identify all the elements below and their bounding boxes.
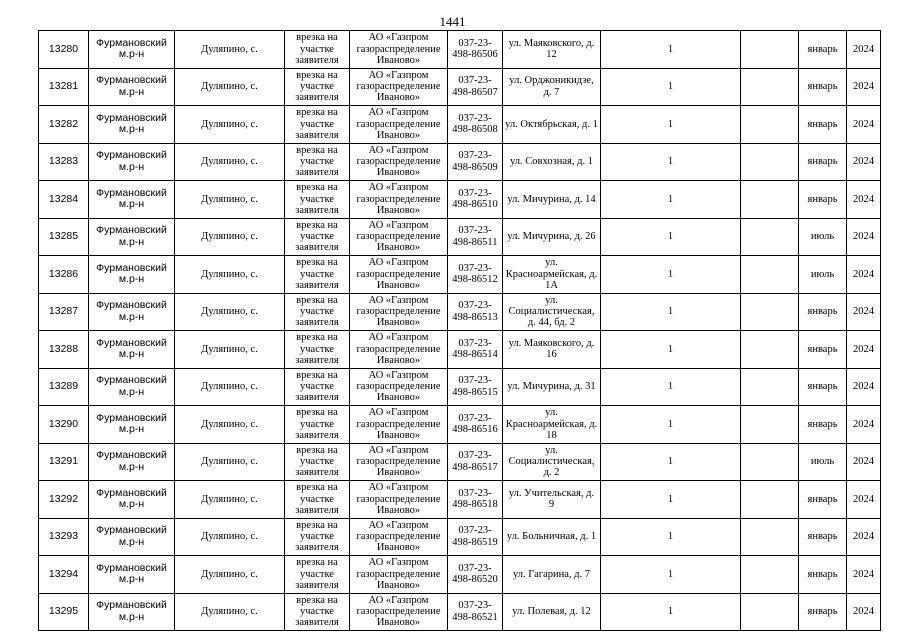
cell-settlement: Дуляпино, с. — [175, 556, 285, 594]
cell-district: Фурмановский м.р-н — [89, 518, 175, 556]
cell-organization: АО «Газпром газораспределение Иваново» — [350, 556, 448, 594]
cell-year: 2024 — [847, 68, 881, 106]
cell-id: 13282 — [39, 106, 89, 144]
cell-month: январь — [799, 368, 847, 406]
cell-work-type: врезка на участке заявителя — [285, 331, 350, 369]
cell-year: 2024 — [847, 406, 881, 444]
table-row — [39, 518, 881, 556]
cell-district: Фурмановский м.р-н — [89, 481, 175, 519]
cell-quantity: 1 — [601, 256, 741, 294]
cell-work-type: врезка на участке заявителя — [285, 181, 350, 219]
cell-month: июль — [799, 443, 847, 481]
cell-organization: АО «Газпром газораспределение Иваново» — [350, 106, 448, 144]
cell-work-type: врезка на участке заявителя — [285, 218, 350, 256]
cell-month: январь — [799, 143, 847, 181]
cell-settlement: Дуляпино, с. — [175, 143, 285, 181]
cell-work-type: врезка на участке заявителя — [285, 556, 350, 594]
cell-id: 13290 — [39, 406, 89, 444]
cell-quantity: 1 — [601, 31, 741, 69]
cell-settlement: Дуляпино, с. — [175, 31, 285, 69]
cell-month: январь — [799, 556, 847, 594]
cell-year: 2024 — [847, 368, 881, 406]
table-row — [39, 68, 881, 106]
cell-year: 2024 — [847, 31, 881, 69]
cell-district: Фурмановский м.р-н — [89, 331, 175, 369]
cell-empty — [741, 256, 799, 294]
table-row — [39, 481, 881, 519]
cell-address: ул. Социалистическая, д. 44, бд. 2 — [503, 293, 601, 331]
cell-empty — [741, 68, 799, 106]
cell-quantity: 1 — [601, 481, 741, 519]
cell-address: ул. Мичурина, д. 14 — [503, 181, 601, 219]
cell-quantity: 1 — [601, 181, 741, 219]
cell-organization: АО «Газпром газораспределение Иваново» — [350, 406, 448, 444]
cell-object-code: 037-23-498-86518 — [448, 481, 503, 519]
page-number: 1441 — [439, 14, 466, 29]
cell-object-code: 037-23-498-86517 — [448, 443, 503, 481]
cell-work-type: врезка на участке заявителя — [285, 68, 350, 106]
cell-address: ул. Мичурина, д. 31 — [503, 368, 601, 406]
cell-settlement: Дуляпино, с. — [175, 406, 285, 444]
cell-quantity: 1 — [601, 143, 741, 181]
cell-settlement: Дуляпино, с. — [175, 293, 285, 331]
cell-id: 13281 — [39, 68, 89, 106]
table-row — [39, 218, 881, 256]
cell-organization: АО «Газпром газораспределение Иваново» — [350, 68, 448, 106]
cell-month: январь — [799, 181, 847, 219]
cell-id: 13280 — [39, 31, 89, 69]
cell-district: Фурмановский м.р-н — [89, 68, 175, 106]
cell-district: Фурмановский м.р-н — [89, 31, 175, 69]
cell-object-code: 037-23-498-86521 — [448, 593, 503, 631]
cell-empty — [741, 181, 799, 219]
cell-district: Фурмановский м.р-н — [89, 406, 175, 444]
cell-empty — [741, 31, 799, 69]
cell-organization: АО «Газпром газораспределение Иваново» — [350, 143, 448, 181]
table-row — [39, 368, 881, 406]
cell-organization: АО «Газпром газораспределение Иваново» — [350, 368, 448, 406]
cell-year: 2024 — [847, 293, 881, 331]
cell-work-type: врезка на участке заявителя — [285, 481, 350, 519]
cell-year: 2024 — [847, 143, 881, 181]
cell-quantity: 1 — [601, 518, 741, 556]
cell-work-type: врезка на участке заявителя — [285, 368, 350, 406]
cell-object-code: 037-23-498-86516 — [448, 406, 503, 444]
table-row — [39, 331, 881, 369]
cell-object-code: 037-23-498-86520 — [448, 556, 503, 594]
cell-month: январь — [799, 331, 847, 369]
cell-id: 13293 — [39, 518, 89, 556]
table-row — [39, 293, 881, 331]
cell-settlement: Дуляпино, с. — [175, 518, 285, 556]
cell-quantity: 1 — [601, 368, 741, 406]
cell-organization: АО «Газпром газораспределение Иваново» — [350, 218, 448, 256]
cell-quantity: 1 — [601, 556, 741, 594]
cell-address: ул. Маяковского, д. 16 — [503, 331, 601, 369]
cell-organization: АО «Газпром газораспределение Иваново» — [350, 443, 448, 481]
cell-object-code: 037-23-498-86510 — [448, 181, 503, 219]
cell-id: 13284 — [39, 181, 89, 219]
cell-id: 13287 — [39, 293, 89, 331]
cell-address: ул. Красноармейская, д. 18 — [503, 406, 601, 444]
cell-address: ул. Маяковского, д. 12 — [503, 31, 601, 69]
cell-year: 2024 — [847, 181, 881, 219]
cell-quantity: 1 — [601, 218, 741, 256]
cell-year: 2024 — [847, 331, 881, 369]
cell-year: 2024 — [847, 593, 881, 631]
cell-month: январь — [799, 68, 847, 106]
cell-organization: АО «Газпром газораспределение Иваново» — [350, 181, 448, 219]
cell-work-type: врезка на участке заявителя — [285, 443, 350, 481]
cell-empty — [741, 556, 799, 594]
cell-organization: АО «Газпром газораспределение Иваново» — [350, 293, 448, 331]
cell-district: Фурмановский м.р-н — [89, 443, 175, 481]
cell-empty — [741, 106, 799, 144]
cell-work-type: врезка на участке заявителя — [285, 593, 350, 631]
cell-address: ул. Гагарина, д. 7 — [503, 556, 601, 594]
cell-id: 13295 — [39, 593, 89, 631]
cell-settlement: Дуляпино, с. — [175, 106, 285, 144]
cell-object-code: 037-23-498-86513 — [448, 293, 503, 331]
cell-address: ул. Учительская, д. 9 — [503, 481, 601, 519]
cell-work-type: врезка на участке заявителя — [285, 293, 350, 331]
cell-settlement: Дуляпино, с. — [175, 181, 285, 219]
cell-year: 2024 — [847, 218, 881, 256]
table-row — [39, 593, 881, 631]
cell-settlement: Дуляпино, с. — [175, 368, 285, 406]
cell-quantity: 1 — [601, 443, 741, 481]
cell-work-type: врезка на участке заявителя — [285, 31, 350, 69]
cell-district: Фурмановский м.р-н — [89, 593, 175, 631]
cell-address: ул. Социалистическая, д. 2 — [503, 443, 601, 481]
cell-object-code: 037-23-498-86512 — [448, 256, 503, 294]
cell-month: январь — [799, 593, 847, 631]
cell-address: ул. Совхозная, д. 1 — [503, 143, 601, 181]
cell-month: январь — [799, 106, 847, 144]
cell-quantity: 1 — [601, 331, 741, 369]
cell-empty — [741, 368, 799, 406]
cell-district: Фурмановский м.р-н — [89, 181, 175, 219]
cell-settlement: Дуляпино, с. — [175, 481, 285, 519]
cell-empty — [741, 518, 799, 556]
table-row — [39, 406, 881, 444]
cell-month: июль — [799, 218, 847, 256]
cell-month: июль — [799, 256, 847, 294]
cell-year: 2024 — [847, 518, 881, 556]
table-row — [39, 31, 881, 69]
cell-settlement: Дуляпино, с. — [175, 218, 285, 256]
cell-empty — [741, 293, 799, 331]
cell-id: 13289 — [39, 368, 89, 406]
cell-id: 13288 — [39, 331, 89, 369]
cell-year: 2024 — [847, 481, 881, 519]
cell-object-code: 037-23-498-86507 — [448, 68, 503, 106]
cell-settlement: Дуляпино, с. — [175, 256, 285, 294]
cell-empty — [741, 143, 799, 181]
cell-work-type: врезка на участке заявителя — [285, 143, 350, 181]
cell-district: Фурмановский м.р-н — [89, 368, 175, 406]
registry-table — [38, 30, 881, 631]
cell-year: 2024 — [847, 556, 881, 594]
table-row — [39, 443, 881, 481]
cell-object-code: 037-23-498-86508 — [448, 106, 503, 144]
cell-id: 13292 — [39, 481, 89, 519]
cell-empty — [741, 593, 799, 631]
cell-quantity: 1 — [601, 106, 741, 144]
cell-empty — [741, 443, 799, 481]
cell-district: Фурмановский м.р-н — [89, 106, 175, 144]
cell-organization: АО «Газпром газораспределение Иваново» — [350, 481, 448, 519]
cell-settlement: Дуляпино, с. — [175, 593, 285, 631]
cell-settlement: Дуляпино, с. — [175, 331, 285, 369]
cell-object-code: 037-23-498-86514 — [448, 331, 503, 369]
cell-month: январь — [799, 406, 847, 444]
cell-id: 13283 — [39, 143, 89, 181]
cell-settlement: Дуляпино, с. — [175, 68, 285, 106]
cell-district: Фурмановский м.р-н — [89, 143, 175, 181]
cell-work-type: врезка на участке заявителя — [285, 256, 350, 294]
cell-month: январь — [799, 31, 847, 69]
cell-organization: АО «Газпром газораспределение Иваново» — [350, 593, 448, 631]
cell-address: ул. Полевая, д. 12 — [503, 593, 601, 631]
cell-address: ул. Октябрьская, д. 1 — [503, 106, 601, 144]
table-row — [39, 556, 881, 594]
cell-object-code: 037-23-498-86506 — [448, 31, 503, 69]
cell-empty — [741, 331, 799, 369]
cell-month: январь — [799, 481, 847, 519]
cell-quantity: 1 — [601, 293, 741, 331]
table-row — [39, 143, 881, 181]
cell-year: 2024 — [847, 106, 881, 144]
cell-address: ул. Орджоникидзе, д. 7 — [503, 68, 601, 106]
cell-organization: АО «Газпром газораспределение Иваново» — [350, 331, 448, 369]
cell-object-code: 037-23-498-86509 — [448, 143, 503, 181]
cell-id: 13285 — [39, 218, 89, 256]
cell-quantity: 1 — [601, 593, 741, 631]
cell-work-type: врезка на участке заявителя — [285, 406, 350, 444]
cell-work-type: врезка на участке заявителя — [285, 518, 350, 556]
cell-organization: АО «Газпром газораспределение Иваново» — [350, 518, 448, 556]
cell-object-code: 037-23-498-86519 — [448, 518, 503, 556]
cell-district: Фурмановский м.р-н — [89, 218, 175, 256]
cell-object-code: 037-23-498-86511 — [448, 218, 503, 256]
cell-id: 13294 — [39, 556, 89, 594]
cell-work-type: врезка на участке заявителя — [285, 106, 350, 144]
cell-organization: АО «Газпром газораспределение Иваново» — [350, 31, 448, 69]
cell-address: ул. Мичурина, д. 26 — [503, 218, 601, 256]
cell-district: Фурмановский м.р-н — [89, 256, 175, 294]
table-row — [39, 106, 881, 144]
registry-table-body — [39, 31, 881, 631]
cell-district: Фурмановский м.р-н — [89, 556, 175, 594]
cell-organization: АО «Газпром газораспределение Иваново» — [350, 256, 448, 294]
table-row — [39, 256, 881, 294]
table-row — [39, 181, 881, 219]
cell-empty — [741, 218, 799, 256]
cell-district: Фурмановский м.р-н — [89, 293, 175, 331]
cell-address: ул. Больничная, д. 1 — [503, 518, 601, 556]
cell-empty — [741, 406, 799, 444]
cell-address: ул. Красноармейская, д. 1А — [503, 256, 601, 294]
cell-empty — [741, 481, 799, 519]
cell-object-code: 037-23-498-86515 — [448, 368, 503, 406]
cell-quantity: 1 — [601, 68, 741, 106]
cell-year: 2024 — [847, 443, 881, 481]
cell-id: 13286 — [39, 256, 89, 294]
cell-month: январь — [799, 518, 847, 556]
cell-id: 13291 — [39, 443, 89, 481]
cell-quantity: 1 — [601, 406, 741, 444]
cell-settlement: Дуляпино, с. — [175, 443, 285, 481]
cell-month: январь — [799, 293, 847, 331]
cell-year: 2024 — [847, 256, 881, 294]
